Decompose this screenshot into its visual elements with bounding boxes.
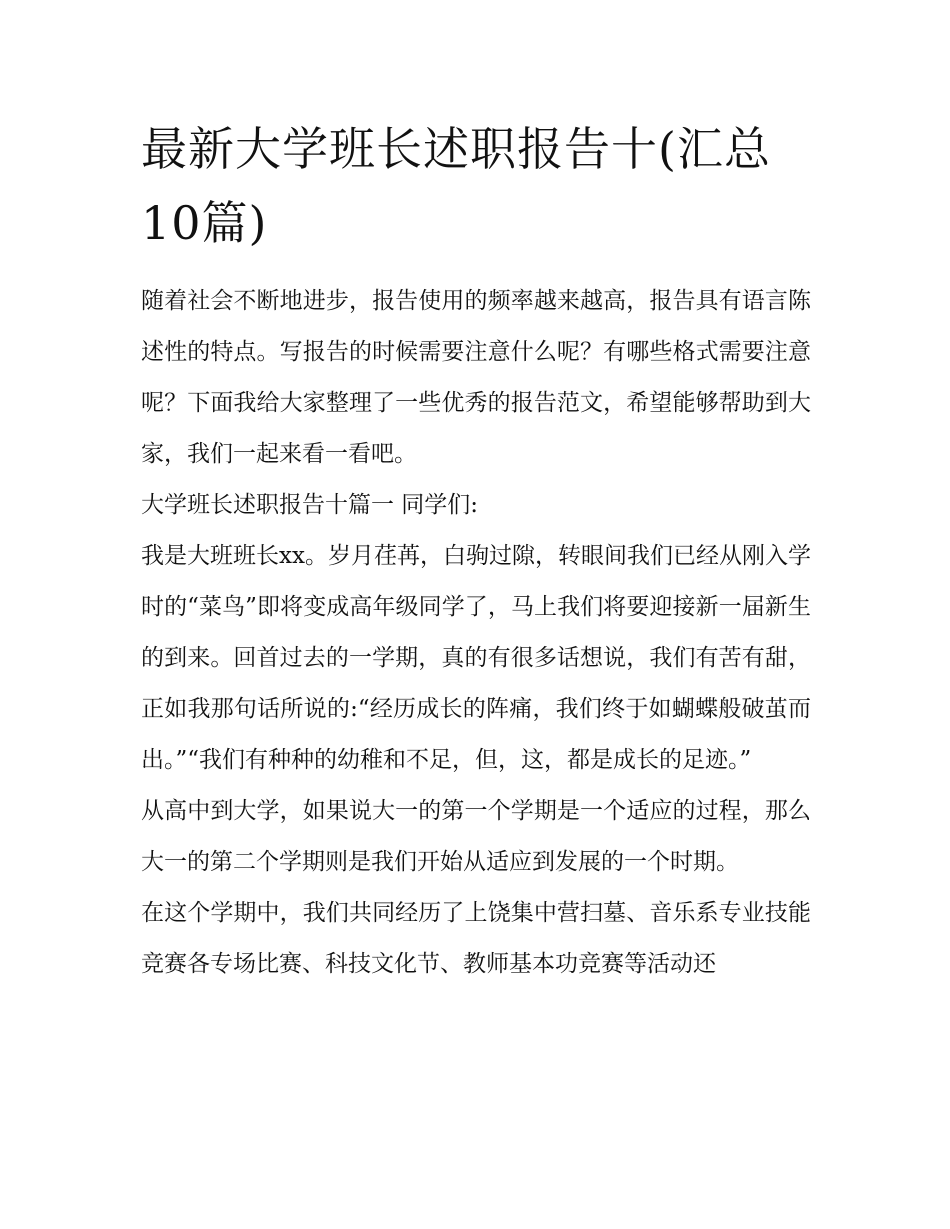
paragraph-intro: 随着社会不断地进步，报告使用的频率越来越高，报告具有语言陈述性的特点。写报告的时候需要注意什么呢？有哪些格式需要注意呢？下面我给大家整理了一些优秀的报告范文，希望能够帮助到大家，我们一起来看一看吧。 xyxy=(141,288,811,467)
paragraph-activities: 在这个学期中，我们共同经历了上饶集中营扫墓、音乐系专业技能竞赛各专场比赛、科技文化节、教师基本功竞赛等活动还 xyxy=(141,900,811,977)
paragraph-section-heading: 大学班长述职报告十篇一 同学们: xyxy=(141,492,479,518)
document-title: 最新大学班长述职报告十(汇总10篇) xyxy=(141,122,771,250)
paragraph-transition: 从高中到大学，如果说大一的第一个学期是一个适应的过程，那么大一的第二个学期则是我们开始从适应到发展的一个时期。 xyxy=(141,798,811,875)
document-page xyxy=(141,112,811,990)
paragraph-self-intro: 我是大班班长xx。岁月荏苒，白驹过隙，转眼间我们已经从刚入学时的“菜鸟”即将变成高年级同学了，马上我们将要迎接新一届新生的到来。回首过去的一学期，真的有很多话想说，我们有苦有甜，正如我那句话所说的:“经历成长的阵痛，我们终于如蝴蝶般破茧而出。”“我们有种种的幼稚和不足，但，这，都是成长的足迹。” xyxy=(141,543,811,773)
document-body xyxy=(141,276,811,990)
